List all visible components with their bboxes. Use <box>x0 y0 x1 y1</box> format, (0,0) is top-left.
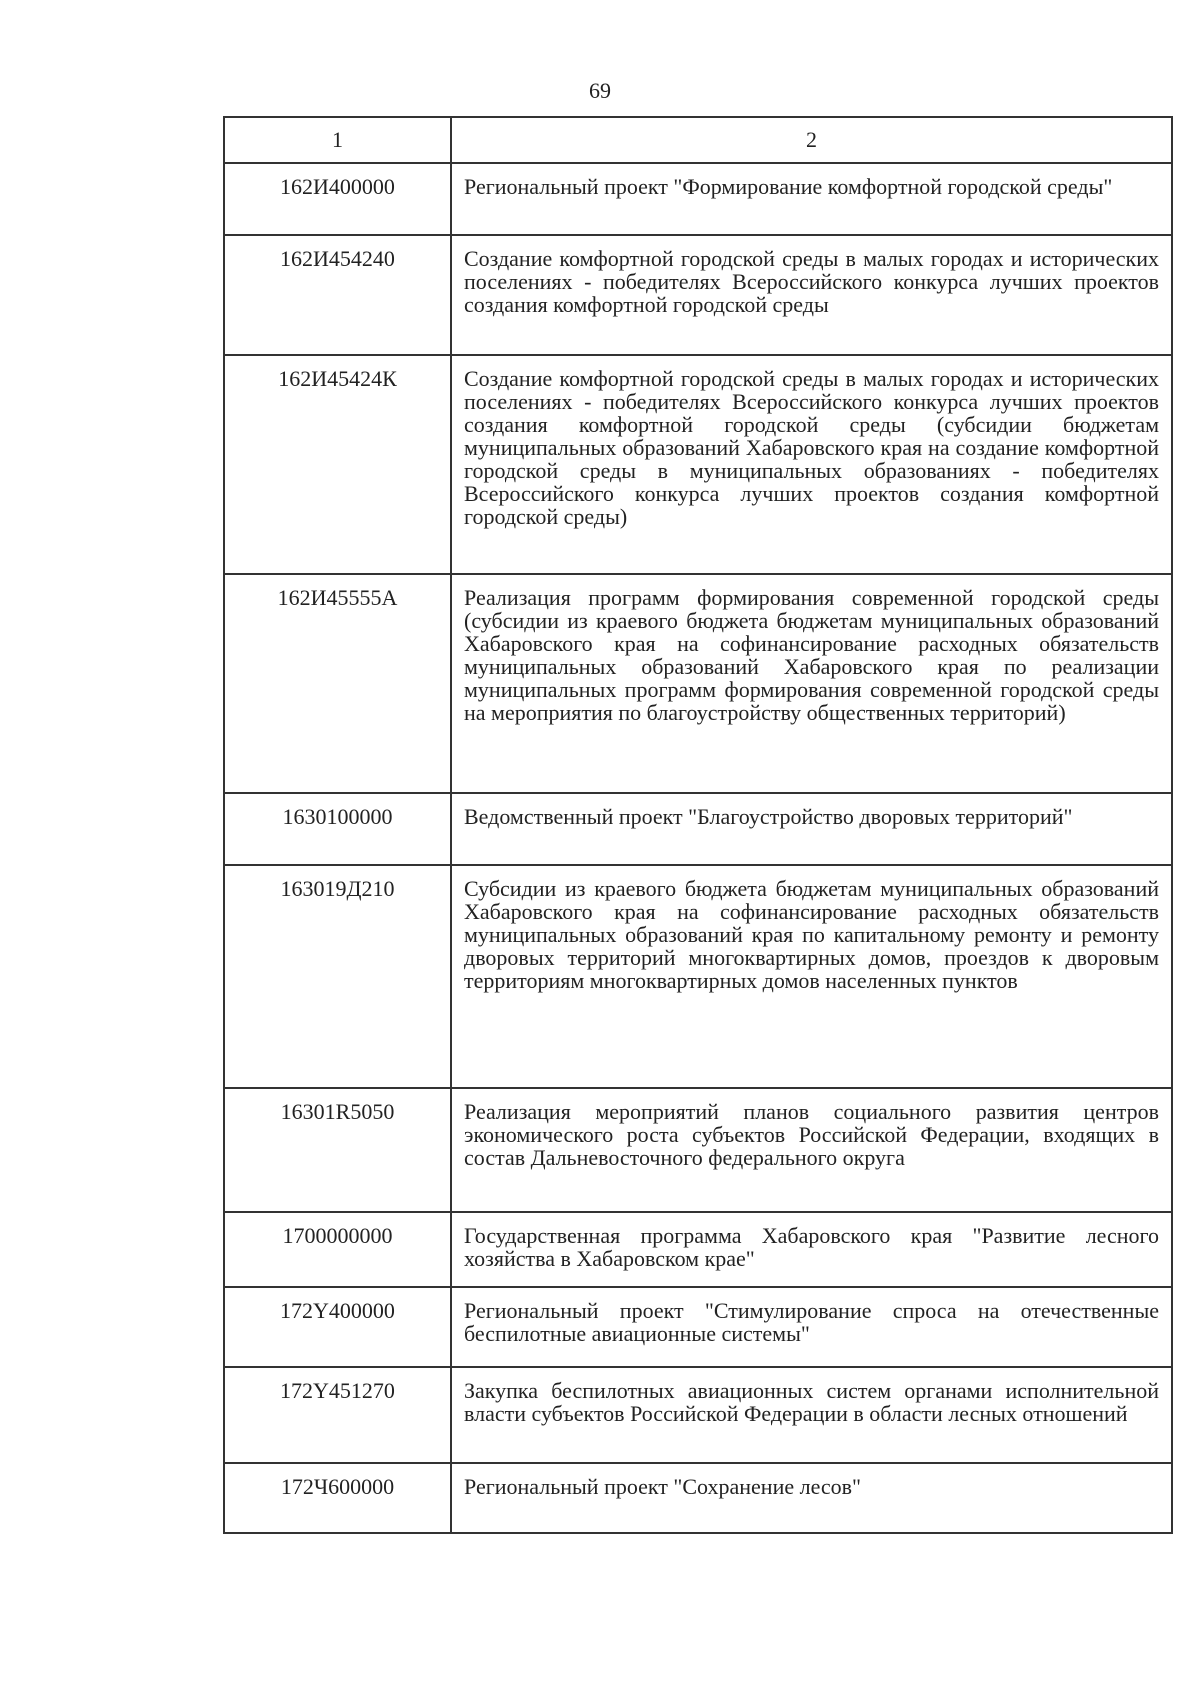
page-number: 69 <box>589 78 611 103</box>
column-header-name: 2 <box>451 117 1172 163</box>
row-name: Государственная программа Хабаровского края "Развитие лесного хозяйства в Хабаровском крае" <box>451 1212 1172 1287</box>
row-name: Региональный проект "Сохранение лесов" <box>451 1463 1172 1533</box>
table-row <box>224 1367 1172 1463</box>
row-name: Региональный проект "Формирование комфортной городской среды" <box>451 163 1172 235</box>
column-header-code: 1 <box>224 117 451 163</box>
table-row <box>224 793 1172 865</box>
row-code: 162И454240 <box>224 235 451 355</box>
row-name: Реализация мероприятий планов социального развития центров экономического роста субъектов Российской Федерации, входящих в состав Дальневосточного федерального округа <box>451 1088 1172 1212</box>
row-name: Создание комфортной городской среды в малых городах и исторических поселениях - победителях Всероссийского конкурса лучших проектов создания комфортной городской среды <box>451 235 1172 355</box>
row-code: 1630100000 <box>224 793 451 865</box>
row-code: 16301R5050 <box>224 1088 451 1212</box>
row-name: Субсидии из краевого бюджета бюджетам муниципальных образований Хабаровского края на софинансирование расходных обязательств муниципальных образований края по капитальному ремонту и ремонту дворовых территорий многоквартирных домов, проездов к дворовым территориям многоквартирных домов населенных пунктов <box>451 865 1172 1088</box>
row-name: Закупка беспилотных авиационных систем органами исполнительной власти субъектов Российской Федерации в области лесных отношений <box>451 1367 1172 1463</box>
row-code: 1700000000 <box>224 1212 451 1287</box>
budget-classification-table <box>223 116 1173 1534</box>
table-row <box>224 1088 1172 1212</box>
row-code: 162И45424К <box>224 355 451 574</box>
table-row <box>224 1463 1172 1533</box>
table-row <box>224 355 1172 574</box>
row-name: Ведомственный проект "Благоустройство дворовых территорий" <box>451 793 1172 865</box>
row-name: Региональный проект "Стимулирование спроса на отечественные беспилотные авиационные системы" <box>451 1287 1172 1367</box>
row-code: 163019Д210 <box>224 865 451 1088</box>
table-row <box>224 1212 1172 1287</box>
row-name: Реализация программ формирования современной городской среды (субсидии из краевого бюджета бюджетам муниципальных образований Хабаровского края на софинансирование расходных обязательств муниципальных образований Хабаровского края по реализации муниципальных программ формирования современной городской среды на мероприятия по благоустройству общественных территорий) <box>451 574 1172 793</box>
row-code: 172Y400000 <box>224 1287 451 1367</box>
table-header-row <box>224 117 1172 163</box>
table-row <box>224 1287 1172 1367</box>
row-code: 162И400000 <box>224 163 451 235</box>
row-code: 162И45555А <box>224 574 451 793</box>
table-row <box>224 865 1172 1088</box>
row-code: 172Ч600000 <box>224 1463 451 1533</box>
table-row <box>224 235 1172 355</box>
row-name: Создание комфортной городской среды в малых городах и исторических поселениях - победителях Всероссийского конкурса лучших проектов создания комфортной городской среды (субсидии бюджетам муниципальных образований Хабаровского края на создание комфортной городской среды в муниципальных образованиях - победителях Всероссийского конкурса лучших проектов создания комфортной городской среды) <box>451 355 1172 574</box>
table-row <box>224 163 1172 235</box>
table-row <box>224 574 1172 793</box>
row-code: 172Y451270 <box>224 1367 451 1463</box>
